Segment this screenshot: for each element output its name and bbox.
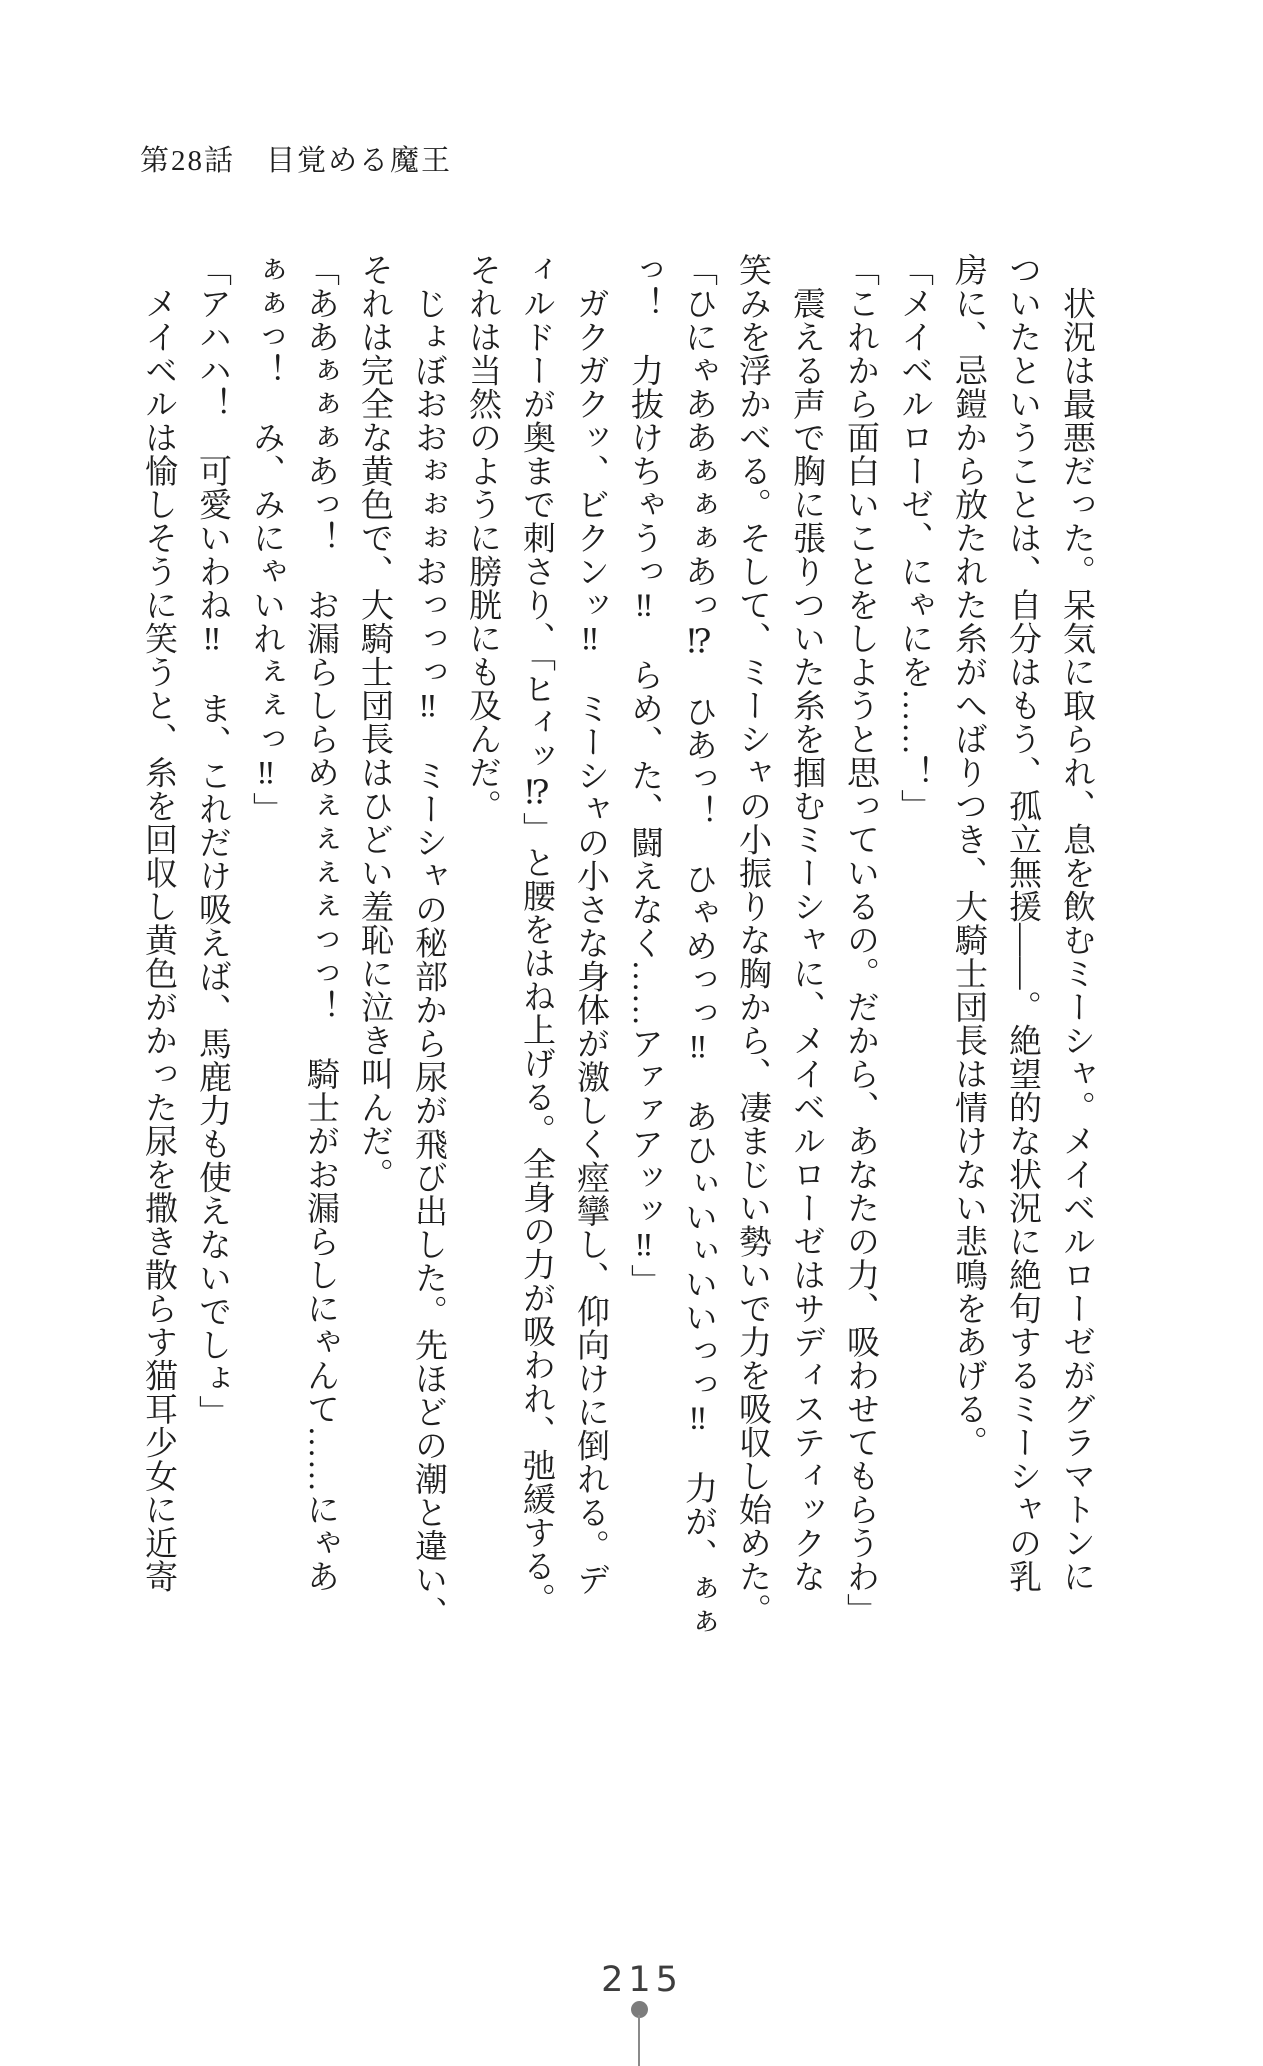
text-line: 笑みを浮かべる。そして、ミーシャの小振りな胸から、凄まじい勢いで力を吸収し始めた。 [734, 253, 770, 1627]
text-line: 「メイベルローゼ、にゃにを……！」 [896, 253, 932, 823]
text-line: 「ひにゃああぁぁぁあっ⁉ ひあっ！ ひゃめっっ‼ あひぃいぃいいっっ‼ 力が、ぁぁ [680, 253, 716, 1639]
text-line: 震える声で胸に張りついた糸を掴むミーシャに、メイベルローゼはサディスティックな [788, 253, 824, 1593]
text-line: それは当然のように膀胱にも及んだ。 [464, 253, 500, 823]
footer-line-ornament [638, 2015, 640, 2066]
text-line: じょぼおおぉぉぉおっっっ‼ ミーシャの秘部から尿が飛び出した。先ほどの潮と違い、 [410, 253, 446, 1630]
text-line: 「ああぁぁぁあっ！ お漏らしらめぇぇぇぇっっ！ 騎士がお漏らしにゃんて……にゃあ [302, 253, 338, 1593]
text-line: 房に、忌鎧から放たれた糸がへばりつき、大騎士団長は情けない悲鳴をあげる。 [950, 253, 986, 1459]
text-line: 「アハハ！ 可愛いわね‼ ま、これだけ吸えば、馬鹿力も使えないでしょ」 [194, 253, 230, 1429]
text-line: それは完全な黄色で、大騎士団長はひどい羞恥に泣き叫んだ。 [356, 253, 392, 1191]
body-text [131, 253, 1103, 1645]
page-number: 215 [601, 1960, 683, 2000]
text-line: 状況は最悪だった。呆気に取られ、息を飲むミーシャ。メイベルローゼがグラマトンに [1058, 253, 1094, 1593]
text-line: ついたということは、自分はもう、孤立無援――。絶望的な状況に絶句するミーシャの乳 [1004, 253, 1040, 1593]
text-line: ィルドーが奥まで刺さり、「ヒィッ⁉」と腰をはね上げる。全身の力が吸われ、弛緩する。 [518, 253, 554, 1616]
text-line: メイベルは愉しそうに笑うと、糸を回収し黄色がかった尿を撒き散らす猫耳少女に近寄 [140, 253, 176, 1593]
text-line: 「これから面白いことをしようと思っているの。だから、あなたの力、吸わせてもらうわ」 [842, 253, 878, 1627]
text-line: ガクガクッ、ビクンッ‼ ミーシャの小さな身体が激しく痙攣し、仰向けに倒れる。デ [572, 253, 608, 1596]
text-line: ぁぁっ！ み、みにゃいれぇぇっ‼」 [248, 253, 284, 826]
chapter-header: 第28話 目覚める魔王 [140, 145, 453, 177]
text-line: っ！ 力抜けちゃうっ‼ らめ、た、闘えなく……アァァアッッ‼」 [626, 253, 662, 1298]
